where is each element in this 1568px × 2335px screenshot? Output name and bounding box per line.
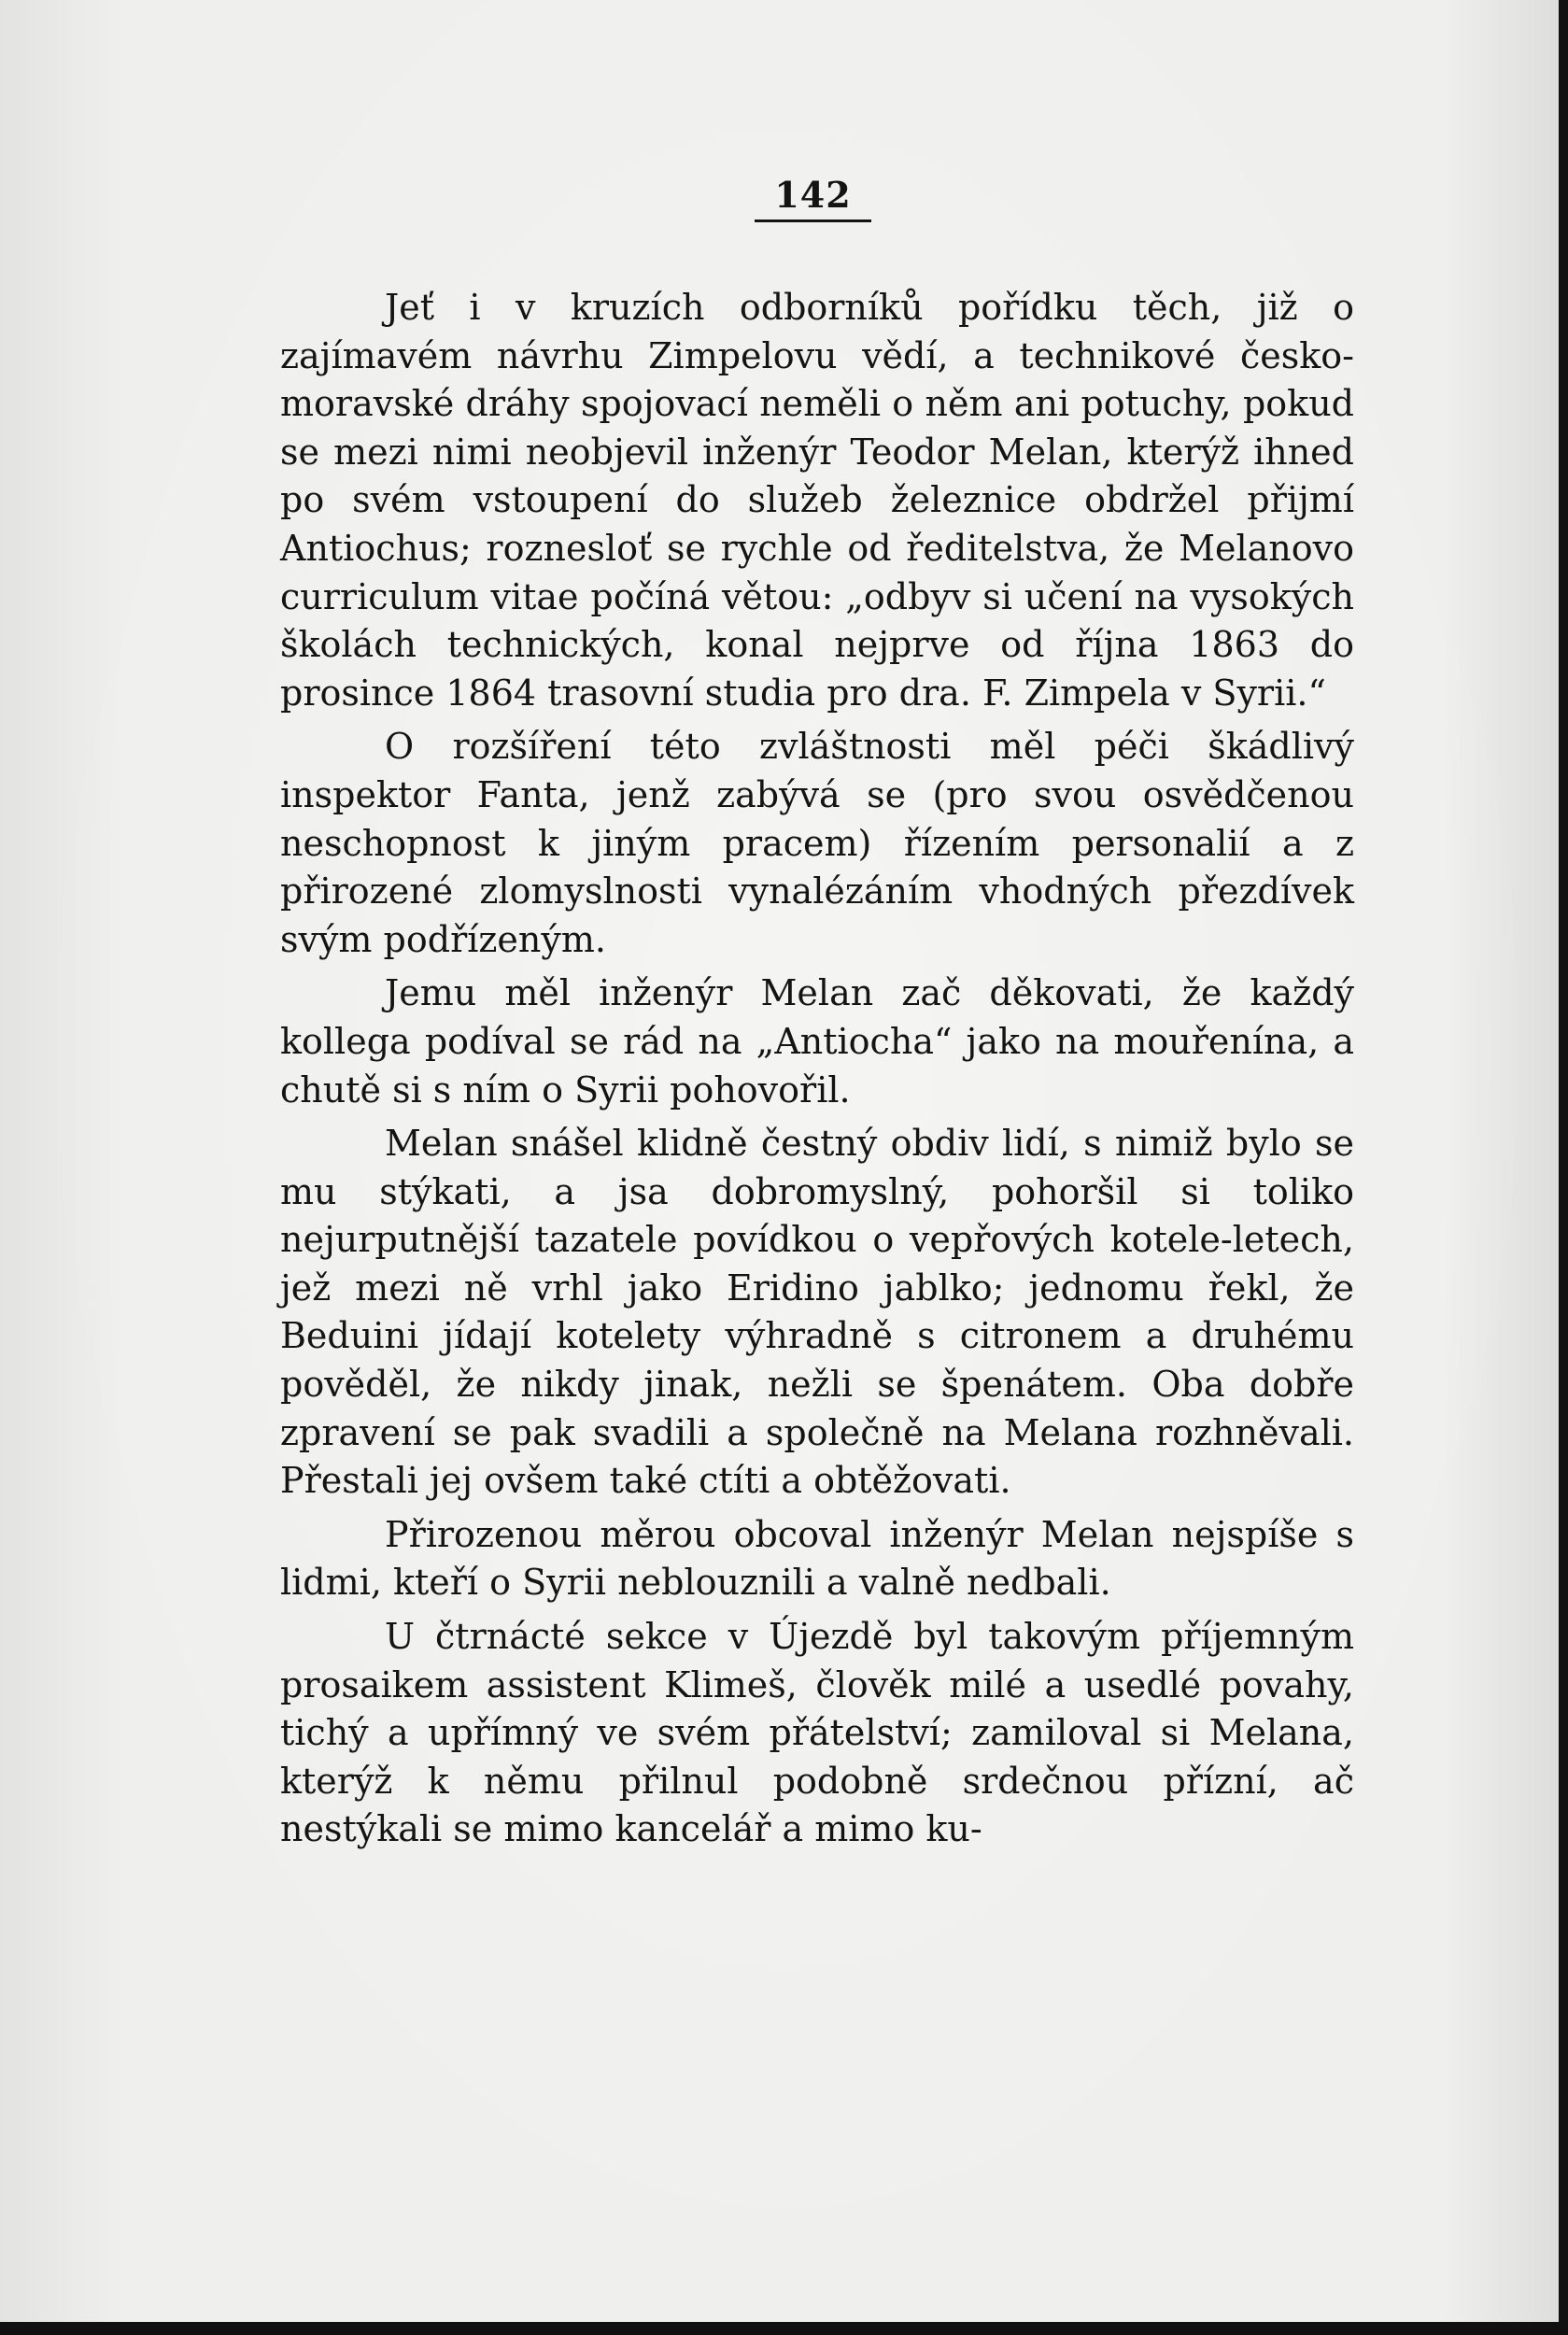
paragraph-1: Jeť i v kruzích odborníků pořídku těch, již o zajímavém návrhu Zimpelovu vědí, a technikové česko-moravské dráhy spojovací neměli o něm ani potuchy, pokud se mezi nimi neobjevil inženýr Teodor Melan, kterýž ihned po svém vstoupení do služeb železnice obdržel přijmí Antiochus; roznesloť se rychle od ředitelstva, že Melanovo curriculum vitae počíná větou: „odbyv si učení na vysokých školách technických, konal nejprve od října 1863 do prosince 1864 trasovní studia pro dra. F. Zimpela v Syrii.“ xyxy=(280,287,1354,714)
page-number: 142 xyxy=(755,174,871,222)
paragraph-4: Melan snášel klidně čestný obdiv lidí, s nimiž bylo se mu stýkati, a jsa dobromyslný, pohoršil si toliko nejurputnější tazatele povídkou o vepřových kotele-letech, jež mezi ně vrhl jako Eridino jablko; jednomu řekl, že Beduini jídají kotelety výhradně s citronem a druhému pověděl, že nikdy jinak, nežli se špenátem. Oba dobře zpravení se pak svadili a společně na Melana rozhněvali. Přestali jej ovšem také ctíti a obtěžovati. xyxy=(280,1123,1354,1502)
paragraph-2: O rozšíření této zvláštnosti měl péči škádlivý inspektor Fanta, jenž zabývá se (pro svou osvědčenou neschopnost k jiným pracem) řízením personalií a z přirozené zlomyslnosti vynalézáním vhodných přezdívek svým podřízeným. xyxy=(280,726,1354,960)
paragraph-6: U čtrnácté sekce v Újezdě byl takovým příjemným prosaikem assistent Klimeš, člověk milé a usedlé povahy, tichý a upřímný ve svém přátelství; zamiloval si Melana, kterýž k němu přilnul podobně srdečnou přízní, ač nestýkali se mimo kancelář a mimo ku- xyxy=(280,1616,1354,1850)
paragraph-3: Jemu měl inženýr Melan zač děkovati, že každý kollega podíval se rád na „Antiocha“ jako na mouřenína, a chutě si s ním o Syrii pohovořil. xyxy=(280,972,1354,1111)
scan-edge-bottom xyxy=(0,2322,1568,2335)
body-text xyxy=(280,284,1354,1860)
scan-edge-right xyxy=(1559,0,1568,2335)
paragraph-5: Přirozenou měrou obcoval inženýr Melan nejspíše s lidmi, kteří o Syrii neblouznili a valně nedbali. xyxy=(280,1513,1354,1604)
